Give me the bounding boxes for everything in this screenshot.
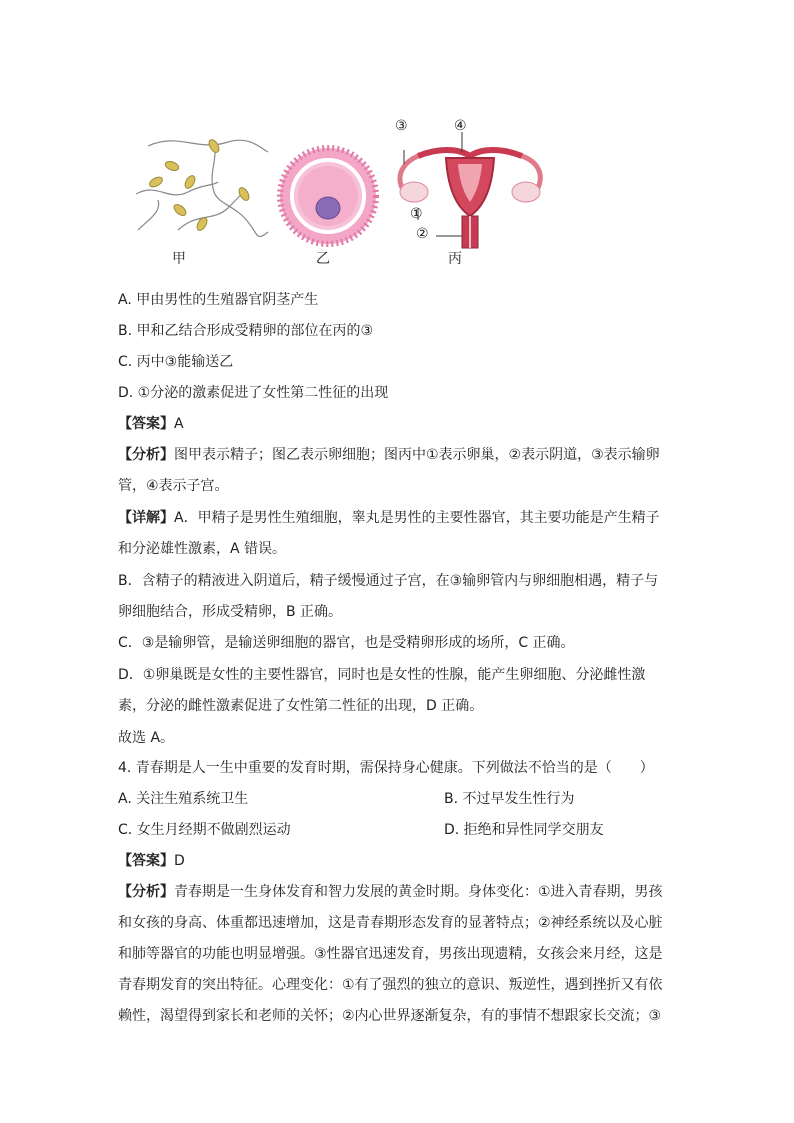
egg-cell-illustration xyxy=(280,148,376,244)
marker-3-label: ③ xyxy=(395,118,408,134)
analysis-text: 青春期是一生身体发育和智力发展的黄金时期。身体变化：①进入青春期，男孩 xyxy=(174,884,663,900)
q3-option-c: C. 丙中③能输送乙 xyxy=(118,354,234,370)
detail-tag: 【详解】 xyxy=(118,510,174,526)
answer-tag: 【答案】 xyxy=(118,416,174,432)
analysis-text: 图甲表示精子；图乙表示卵细胞；图丙中①表示卵巢，②表示阴道，③表示输卵 xyxy=(174,447,660,463)
analysis-tag: 【分析】 xyxy=(118,447,174,463)
q4-option-b: B. 不过早发生性行为 xyxy=(444,791,575,807)
marker-4-label: ④ xyxy=(454,118,467,134)
q3-option-d: D. ①分泌的激素促进了女性第二性征的出现 xyxy=(118,385,389,401)
q4-answer xyxy=(118,851,678,871)
q3-detail-line-4: 卵细胞结合，形成受精卵，B 正确。 xyxy=(118,604,343,620)
q3-conclusion: 故选 A。 xyxy=(118,730,175,746)
q4-analysis-line-1 xyxy=(118,882,678,902)
marker-1-label: ① xyxy=(410,206,423,222)
q4-analysis-line-3: 和肺等器官的功能也明显增强。③性器官迅速发育，男孩出现遗精，女孩会来月经，这是 xyxy=(118,946,663,962)
q3-option-b: B. 甲和乙结合形成受精卵的部位在丙的③ xyxy=(118,323,374,339)
q3-option-a: A. 甲由男性的生殖器官阴茎产生 xyxy=(118,292,319,308)
marker-2-label: ② xyxy=(416,226,429,242)
q4-option-c: C. 女生月经期不做剧烈运动 xyxy=(118,822,291,838)
figure-label-yi: 乙 xyxy=(316,251,330,267)
q3-detail-line-1 xyxy=(118,508,678,528)
answer-value: A xyxy=(174,416,184,432)
q3-detail-line-6: D．①卵巢既是女性的主要性器官，同时也是女性的性腺，能产生卵细胞、分泌雌性激 xyxy=(118,667,646,683)
q3-detail-line-7: 素，分泌的雌性激素促进了女性第二性征的出现，D 正确。 xyxy=(118,698,484,714)
q4-stem: 4. 青春期是人一生中重要的发育时期，需保持身心健康。下列做法不恰当的是（ ） xyxy=(118,760,654,776)
figure-label-bing: 丙 xyxy=(448,251,462,267)
q3-answer xyxy=(118,414,678,434)
analysis-tag: 【分析】 xyxy=(118,884,174,900)
q4-option-d: D. 拒绝和异性同学交朋友 xyxy=(444,822,604,838)
q3-analysis-line-1 xyxy=(118,445,678,465)
q3-detail-line-2: 和分泌雄性激素，A 错误。 xyxy=(118,541,287,557)
answer-tag: 【答案】 xyxy=(118,853,174,869)
sperm-illustration xyxy=(136,138,268,237)
q3-detail-line-3: B．含精子的精液进入阴道后，精子缓慢通过子宫，在③输卵管内与卵细胞相遇，精子与 xyxy=(118,573,659,589)
detail-text: A．甲精子是男性生殖细胞，睾丸是男性的主要性器官，其主要功能是产生精子 xyxy=(174,510,660,526)
figure-label-jia: 甲 xyxy=(172,251,186,267)
q4-analysis-line-2: 和女孩的身高、体重都迅速增加，这是青春期形态发育的显著特点；②神经系统以及心脏 xyxy=(118,915,663,931)
q4-analysis-line-4: 青春期发育的突出特征。心理变化：①有了强烈的独立的意识、叛逆性，遇到挫折又有依 xyxy=(118,977,663,993)
reproduction-figure xyxy=(118,112,558,272)
q4-analysis-line-5: 赖性，渴望得到家长和老师的关怀；②内心世界逐渐复杂，有的事情不想跟家长交流；③ xyxy=(118,1008,662,1024)
q3-analysis-line-2: 管，④表示子宫。 xyxy=(118,478,229,494)
answer-value: D xyxy=(174,853,185,869)
q4-option-a: A. 关注生殖系统卫生 xyxy=(118,791,249,807)
q3-detail-line-5: C．③是输卵管，是输送卵细胞的器官，也是受精卵形成的场所，C 正确。 xyxy=(118,635,575,651)
